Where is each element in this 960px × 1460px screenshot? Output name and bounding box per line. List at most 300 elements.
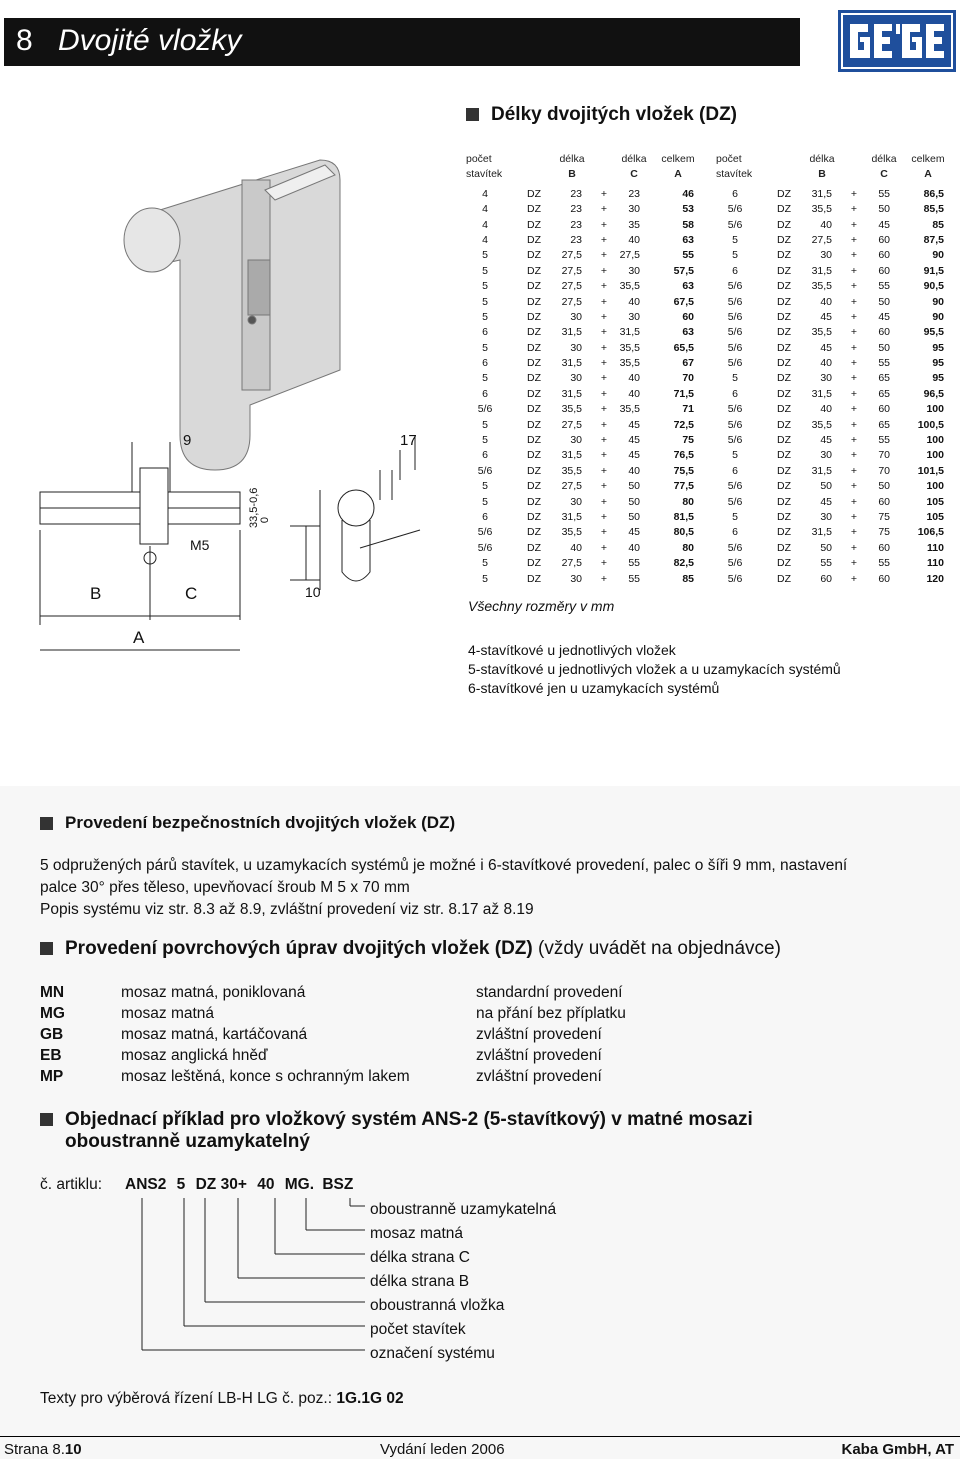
table-cell: 31,5 — [811, 464, 832, 477]
table-row — [466, 218, 698, 233]
table-cell: 55 — [682, 249, 694, 262]
table-cell: DZ — [527, 203, 541, 216]
table-cell: 30 — [628, 310, 640, 323]
table-cell: 65,5 — [673, 341, 694, 354]
table-cell: + — [600, 203, 608, 216]
table-row — [716, 356, 952, 371]
table-cell: DZ — [527, 510, 541, 523]
header-cell: celkem — [911, 153, 945, 165]
table-cell: 45 — [820, 341, 832, 354]
table-cell: 53 — [682, 203, 694, 216]
table-cell: + — [850, 449, 858, 462]
dim-label-a: A — [133, 628, 145, 647]
table-cell: + — [850, 418, 858, 431]
edition-date: Vydání leden 2006 — [380, 1441, 505, 1458]
table-cell: 40 — [628, 464, 640, 477]
table-cell: 5/6 — [727, 557, 743, 570]
table-cell: 65 — [878, 418, 890, 431]
table-row — [716, 187, 952, 202]
table-cell: 76,5 — [673, 449, 694, 462]
table-cell: 35,5 — [561, 526, 582, 539]
table-cell: 82,5 — [673, 557, 694, 570]
table-row — [716, 279, 952, 294]
surface-table — [40, 984, 940, 1089]
table-row — [716, 479, 952, 494]
table-cell: DZ — [777, 434, 791, 447]
table-cell: 58 — [682, 218, 694, 231]
header-cell: C — [880, 168, 888, 181]
table-cell: + — [600, 341, 608, 354]
bullet-square-icon — [40, 942, 53, 955]
table-cell: 63 — [682, 326, 694, 339]
table-cell: 5/6 — [727, 434, 743, 447]
table-cell: 105 — [926, 510, 944, 523]
table-cell: 71 — [682, 403, 694, 416]
table-cell: 6 — [482, 357, 488, 370]
table-cell: 75 — [878, 526, 890, 539]
table-cell: 5/6 — [727, 218, 743, 231]
table-row — [466, 356, 698, 371]
table-cell: 31,5 — [811, 387, 832, 400]
table-cell: + — [600, 372, 608, 385]
surface-row — [40, 1047, 940, 1068]
table-cell: 5 — [732, 249, 738, 262]
table-cell: + — [600, 264, 608, 277]
table-cell: 31,5 — [561, 387, 582, 400]
table-cell: + — [850, 372, 858, 385]
table-row — [466, 233, 698, 248]
table-row — [716, 525, 952, 540]
table-row — [716, 310, 952, 325]
header-cell: délka — [809, 153, 835, 165]
table-cell: 60 — [878, 264, 890, 277]
table-cell: 35,5 — [561, 403, 582, 416]
dim-label-9: 9 — [183, 432, 192, 449]
table-header-row — [466, 167, 698, 182]
table-cell: 106,5 — [917, 526, 944, 539]
surface-code: EB — [40, 1047, 62, 1064]
section-order-title: Objednací příklad pro vložkový systém ANS-2 (5-stavítkový) v matné mosazi oboustranně uzamykatelný — [40, 1109, 753, 1153]
legend-item: mosaz matná — [370, 1225, 464, 1242]
table-cell: DZ — [527, 341, 541, 354]
table-cell: 6 — [482, 326, 488, 339]
table-cell: 23 — [570, 187, 582, 200]
chapter-header — [4, 18, 800, 66]
table-cell: 27,5 — [561, 264, 582, 277]
table-cell: DZ — [527, 572, 541, 585]
table-cell: DZ — [527, 495, 541, 508]
table-cell: 40 — [628, 372, 640, 385]
legend-item: délka strana B — [370, 1273, 470, 1290]
table-cell: 55 — [878, 280, 890, 293]
table-cell: 35,5 — [619, 357, 640, 370]
table-cell: 60 — [878, 326, 890, 339]
header-cell: počet — [716, 153, 742, 165]
table-cell: + — [600, 357, 608, 370]
table-cell: DZ — [527, 357, 541, 370]
table-cell: 5 — [482, 372, 488, 385]
table-row — [466, 187, 698, 202]
table-cell: + — [600, 495, 608, 508]
table-cell: + — [850, 434, 858, 447]
table-cell: 27,5 — [561, 280, 582, 293]
table-cell: 5 — [732, 510, 738, 523]
table-cell: DZ — [777, 357, 791, 370]
table-cell: 27,5 — [561, 418, 582, 431]
table-cell: 6 — [732, 526, 738, 539]
table-cell: 85,5 — [923, 203, 944, 216]
table-cell: 6 — [732, 187, 738, 200]
table-cell: DZ — [777, 264, 791, 277]
table-cell: 120 — [926, 572, 944, 585]
table-cell: 70 — [682, 372, 694, 385]
table-cell: DZ — [777, 526, 791, 539]
cylinder-drawing — [20, 150, 460, 660]
table-cell: + — [600, 280, 608, 293]
surface-note: zvláštní provedení — [476, 1047, 602, 1064]
table-cell: + — [600, 295, 608, 308]
table-cell: 100 — [926, 434, 944, 447]
table-cell: 63 — [682, 280, 694, 293]
table-row — [466, 325, 698, 340]
table-cell: DZ — [777, 464, 791, 477]
table-cell: 57,5 — [673, 264, 694, 277]
table-cell: 30 — [570, 310, 582, 323]
table-cell: DZ — [527, 372, 541, 385]
table-row — [466, 479, 698, 494]
table-row — [466, 264, 698, 279]
dimensions-note: Všechny rozměry v mm — [468, 598, 615, 614]
tender-texts-line: Texty pro výběrová řízení LB-H LG č. poz.: 1G.1G 02 — [40, 1390, 404, 1407]
article-part: MG. — [284, 1176, 315, 1193]
table-cell: 55 — [628, 572, 640, 585]
table-cell: 40 — [820, 218, 832, 231]
dim-label-17: 17 — [400, 432, 417, 449]
header-cell: A — [674, 168, 682, 181]
table-cell: 23 — [570, 233, 582, 246]
table-cell: DZ — [527, 295, 541, 308]
surface-note: na přání bez příplatku — [476, 1005, 626, 1022]
surface-row — [40, 1068, 940, 1089]
legend-item: oboustranně uzamykatelná — [370, 1201, 557, 1218]
legend-item: délka strana C — [370, 1249, 470, 1266]
table-header-row — [716, 152, 952, 167]
table-cell: DZ — [777, 480, 791, 493]
gege-logo — [838, 10, 956, 72]
table-cell: 30 — [628, 203, 640, 216]
table-cell: 5 — [482, 495, 488, 508]
table-cell: 5/6 — [477, 526, 493, 539]
table-row — [716, 448, 952, 463]
table-cell: 86,5 — [923, 187, 944, 200]
table-cell: 35,5 — [811, 418, 832, 431]
table-cell: 6 — [482, 449, 488, 462]
header-cell: B — [568, 168, 576, 181]
table-cell: 5 — [482, 341, 488, 354]
table-cell: 23 — [628, 187, 640, 200]
table-row — [466, 341, 698, 356]
table-cell: 55 — [878, 557, 890, 570]
table-cell: 77,5 — [673, 480, 694, 493]
table-cell: DZ — [777, 372, 791, 385]
table-cell: 101,5 — [917, 464, 944, 477]
table-row — [716, 510, 952, 525]
table-row — [716, 264, 952, 279]
table-row — [466, 310, 698, 325]
table-cell: 5/6 — [727, 495, 743, 508]
legend-item: počet stavítek — [370, 1321, 466, 1338]
table-cell: + — [600, 526, 608, 539]
table-cell: DZ — [527, 218, 541, 231]
article-part: BSZ — [322, 1176, 354, 1193]
table-cell: + — [600, 480, 608, 493]
table-cell: 50 — [628, 495, 640, 508]
table-cell: 4 — [482, 187, 488, 200]
chapter-title: Dvojité vložky — [58, 24, 242, 57]
table-row — [716, 433, 952, 448]
table-cell: 60 — [682, 310, 694, 323]
chapter-number: 8 — [16, 24, 33, 57]
table-cell: + — [600, 557, 608, 570]
article-part: 30+ — [220, 1176, 247, 1193]
dim-label-c: C — [185, 584, 198, 603]
table-cell: 30 — [570, 372, 582, 385]
table-cell: 5 — [482, 264, 488, 277]
table-cell: 5/6 — [727, 341, 743, 354]
table-cell: 90,5 — [923, 280, 944, 293]
surface-desc: mosaz anglická hněď — [121, 1047, 268, 1064]
table-cell: 110 — [927, 541, 944, 554]
table-cell: 71,5 — [673, 387, 694, 400]
table-cell: 90 — [932, 310, 944, 323]
table-cell: 40 — [628, 387, 640, 400]
table-cell: 100 — [926, 480, 944, 493]
table-cell: 5 — [482, 480, 488, 493]
table-row — [716, 233, 952, 248]
table-cell: 5/6 — [477, 403, 493, 416]
table-cell: 30 — [628, 264, 640, 277]
table-cell: 40 — [820, 357, 832, 370]
table-cell: DZ — [777, 403, 791, 416]
table-cell: 31,5 — [619, 326, 640, 339]
table-cell: 95,5 — [923, 326, 944, 339]
header-cell: B — [818, 168, 826, 181]
table-cell: DZ — [777, 295, 791, 308]
table-cell: 5/6 — [727, 310, 743, 323]
table-cell: 81,5 — [673, 510, 694, 523]
table-cell: 40 — [820, 403, 832, 416]
table-cell: + — [600, 218, 608, 231]
table-cell: 60 — [878, 249, 890, 262]
table-cell: + — [600, 233, 608, 246]
table-cell: + — [600, 418, 608, 431]
table-cell: DZ — [527, 387, 541, 400]
table-cell: 5 — [482, 572, 488, 585]
table-cell: 30 — [570, 434, 582, 447]
table-cell: 40 — [570, 541, 582, 554]
table-cell: 30 — [820, 249, 832, 262]
table-cell: DZ — [527, 280, 541, 293]
surface-row — [40, 1026, 940, 1047]
table-row — [716, 387, 952, 402]
table-cell: 65 — [878, 372, 890, 385]
article-code — [125, 1176, 353, 1194]
table-cell: 40 — [628, 295, 640, 308]
table-cell: 30 — [570, 495, 582, 508]
table-cell: 70 — [878, 449, 890, 462]
table-cell: 55 — [628, 557, 640, 570]
table-cell: 35,5 — [561, 464, 582, 477]
table-row — [466, 464, 698, 479]
table-cell: 5/6 — [727, 280, 743, 293]
table-cell: 60 — [878, 403, 890, 416]
table-cell: DZ — [527, 249, 541, 262]
table-row — [466, 572, 698, 587]
page-footer — [0, 1436, 960, 1460]
table-cell: + — [850, 572, 858, 585]
table-cell: 6 — [482, 387, 488, 400]
table-cell: DZ — [527, 434, 541, 447]
table-cell: DZ — [527, 264, 541, 277]
header-cell: stavítek — [716, 168, 753, 181]
table-cell: 5/6 — [727, 403, 743, 416]
table-cell: 85 — [932, 218, 944, 231]
table-cell: 70 — [878, 464, 890, 477]
table-cell: 55 — [820, 557, 832, 570]
table-cell: + — [850, 233, 858, 246]
section-surface-title: Provedení povrchových úprav dvojitých vložek (DZ) (vždy uvádět na objednávce) — [40, 938, 781, 960]
table-row — [716, 248, 952, 263]
table-cell: + — [850, 526, 858, 539]
table-cell: + — [600, 249, 608, 262]
table-cell: + — [600, 541, 608, 554]
table-row — [716, 418, 952, 433]
table-cell: + — [850, 557, 858, 570]
surface-desc: mosaz leštěná, konce s ochranným lakem — [121, 1068, 410, 1085]
table-cell: + — [850, 387, 858, 400]
cylinder-3d-image — [124, 160, 340, 470]
table-row — [466, 495, 698, 510]
table-cell: 31,5 — [561, 357, 582, 370]
table-cell: 31,5 — [561, 326, 582, 339]
table-row — [716, 541, 952, 556]
table-cell: 35,5 — [811, 280, 832, 293]
table-row — [466, 433, 698, 448]
table-cell: 60 — [878, 233, 890, 246]
table-cell: + — [850, 403, 858, 416]
table-cell: 35 — [628, 218, 640, 231]
table-cell: + — [850, 203, 858, 216]
table-cell: DZ — [527, 326, 541, 339]
table-cell: 91,5 — [923, 264, 944, 277]
dim-label-10: 10 — [305, 584, 321, 600]
surface-row — [40, 984, 940, 1005]
table-cell: DZ — [777, 233, 791, 246]
section-lengths-title: Délky dvojitých vložek (DZ) — [466, 104, 737, 126]
table-cell: DZ — [527, 526, 541, 539]
table-row — [716, 464, 952, 479]
table-cell: 5/6 — [727, 480, 743, 493]
table-cell: 100 — [926, 449, 944, 462]
table-cell: 50 — [878, 203, 890, 216]
table-cell: 45 — [878, 310, 890, 323]
table-cell: 5 — [732, 372, 738, 385]
table-cell: 110 — [927, 557, 944, 570]
security-text-line: Popis systému viz str. 8.3 až 8.9, zvláštní provedení viz str. 8.17 až 8.19 — [40, 901, 534, 918]
table-row — [716, 325, 952, 340]
table-cell: + — [850, 264, 858, 277]
bullet-square-icon — [466, 108, 479, 121]
table-cell: 5/6 — [727, 541, 743, 554]
table-cell: 31,5 — [811, 526, 832, 539]
table-cell: 45 — [878, 218, 890, 231]
table-cell: 60 — [878, 495, 890, 508]
surface-desc: mosaz matná, poniklovaná — [121, 984, 306, 1001]
table-cell: DZ — [777, 572, 791, 585]
table-cell: DZ — [777, 341, 791, 354]
table-row — [466, 279, 698, 294]
table-header-row — [466, 152, 698, 167]
table-cell: DZ — [777, 249, 791, 262]
surface-code: GB — [40, 1026, 64, 1043]
order-title-line2: oboustranně uzamykatelný — [65, 1131, 310, 1152]
table-cell: 6 — [732, 464, 738, 477]
table-cell: DZ — [527, 480, 541, 493]
table-cell: 95 — [932, 357, 944, 370]
table-cell: 95 — [932, 372, 944, 385]
header-cell: délka — [559, 153, 585, 165]
table-cell: 50 — [878, 295, 890, 308]
table-cell: 5 — [482, 310, 488, 323]
dim-label-335: 33,5-0,6 — [248, 487, 260, 528]
table-cell: + — [600, 187, 608, 200]
table-cell: 5/6 — [727, 203, 743, 216]
table-cell: 27,5 — [619, 249, 640, 262]
table-cell: DZ — [527, 541, 541, 554]
table-row — [466, 525, 698, 540]
table-row — [466, 510, 698, 525]
table-cell: 50 — [878, 341, 890, 354]
table-cell: 31,5 — [811, 264, 832, 277]
section-security-title: Provedení bezpečnostních dvojitých vložek (DZ) — [40, 813, 455, 833]
page-number: Strana 8.10 — [4, 1441, 82, 1458]
table-cell: 35,5 — [811, 203, 832, 216]
table-cell: + — [600, 387, 608, 400]
table-cell: 31,5 — [561, 449, 582, 462]
lengths-table-left — [466, 152, 698, 587]
table-cell: 50 — [878, 480, 890, 493]
table-cell: 27,5 — [561, 295, 582, 308]
table-cell: 40 — [820, 295, 832, 308]
table-cell: + — [850, 357, 858, 370]
table-row — [466, 556, 698, 571]
table-cell: 5 — [482, 434, 488, 447]
security-text-line: 5 odpružených párů stavítek, u uzamykacích systémů je možné i 6-stavítkové provedení, palec o šíři 9 mm, nastavení — [40, 857, 848, 874]
table-cell: 5/6 — [727, 572, 743, 585]
legend-item: oboustranná vložka — [370, 1297, 505, 1314]
table-row — [466, 541, 698, 556]
table-cell: 67 — [682, 357, 694, 370]
header-cell: délka — [871, 153, 897, 165]
table-cell: 5/6 — [477, 464, 493, 477]
table-row — [716, 341, 952, 356]
dim-label-m5: M5 — [190, 537, 210, 553]
table-row — [716, 218, 952, 233]
table-cell: + — [850, 218, 858, 231]
table-cell: + — [850, 280, 858, 293]
table-cell: 55 — [878, 357, 890, 370]
table-cell: DZ — [777, 326, 791, 339]
